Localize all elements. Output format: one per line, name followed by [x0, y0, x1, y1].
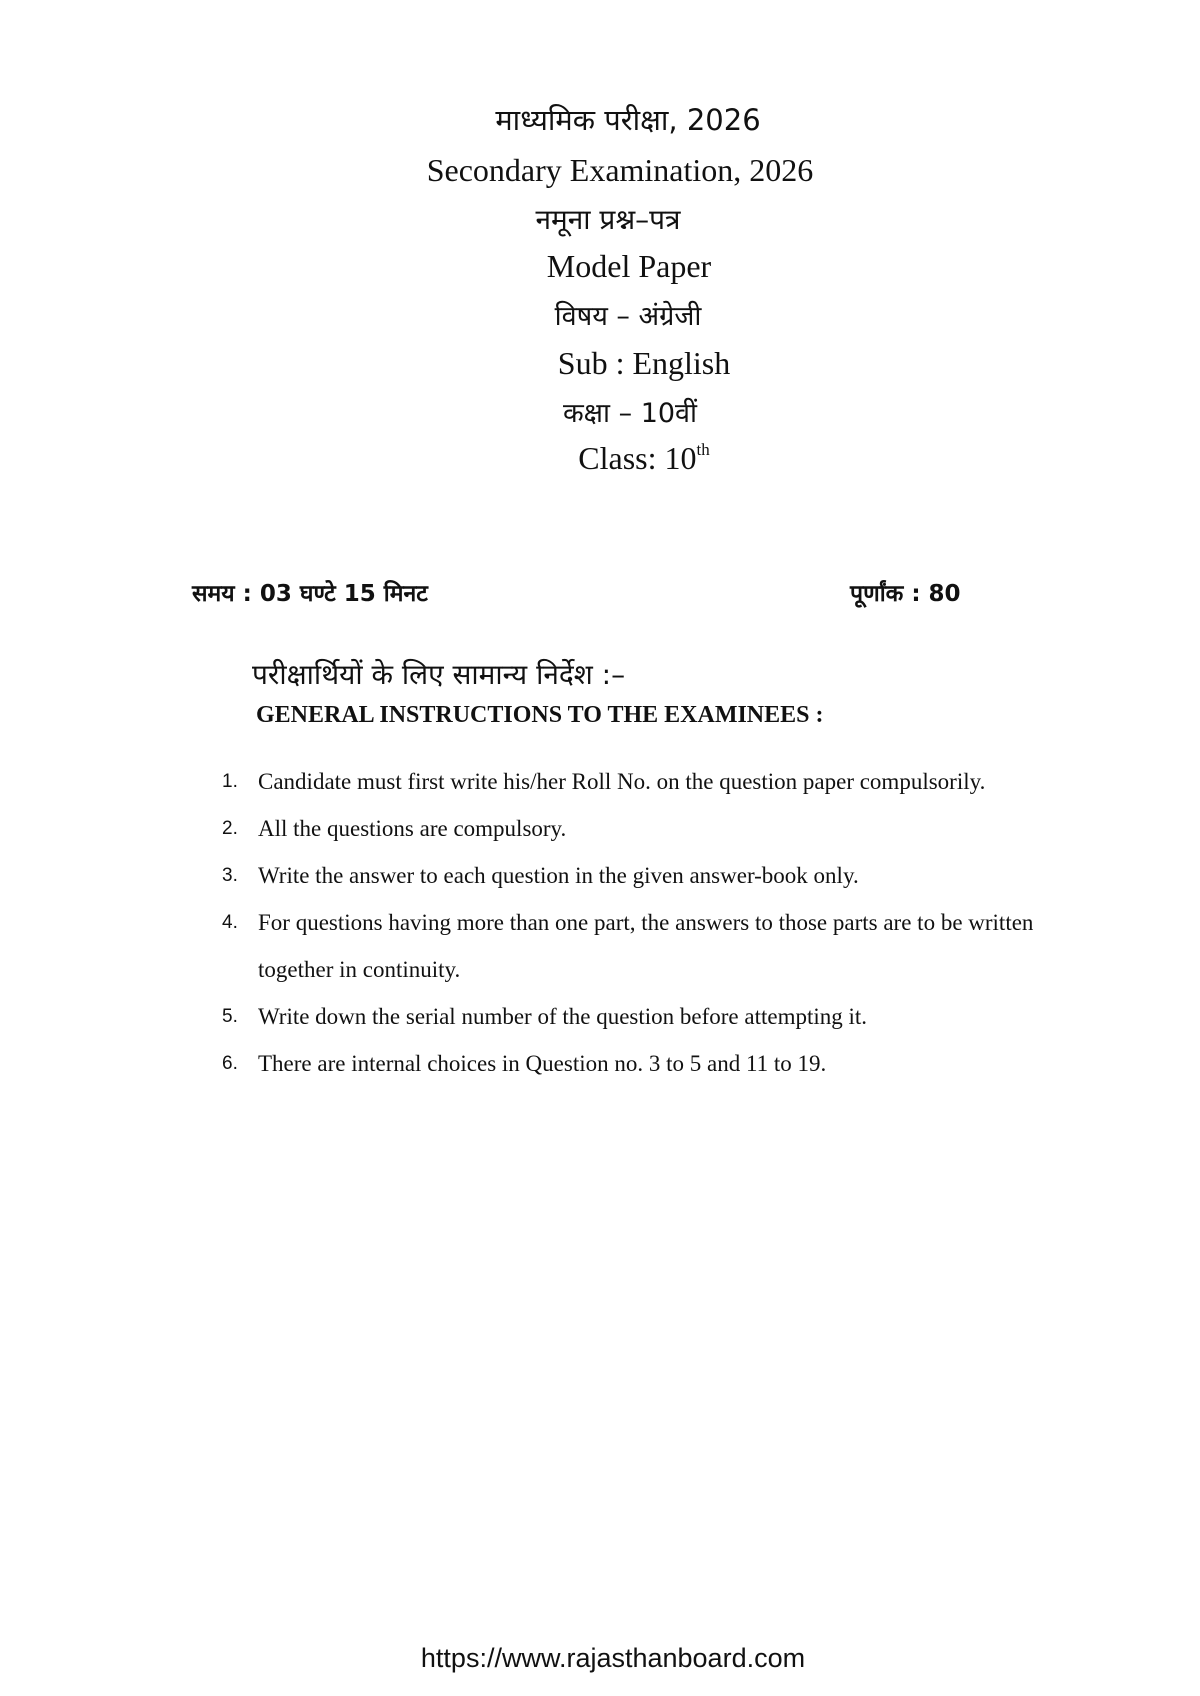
instruction-text: Write the answer to each question in the given answer-book only. — [258, 863, 859, 888]
exam-title-english: Secondary Examination, 2026 — [426, 152, 814, 188]
instruction-number: 4. — [222, 912, 238, 933]
instruction-text: For questions having more than one part, the answers to those parts are to be written together in continuity. — [258, 910, 1034, 982]
instructions-list — [222, 758, 1102, 1087]
subject-english: Sub : English — [557, 345, 731, 381]
instruction-number: 5. — [222, 1006, 238, 1027]
footer-url: https://www.rajasthanboard.com — [420, 1643, 806, 1673]
class-english-text: Class: 10 — [578, 440, 697, 476]
instruction-text: Candidate must first write his/her Roll No. on the question paper compulsorily. — [258, 769, 986, 794]
instruction-item — [222, 758, 1102, 805]
instruction-item — [222, 852, 1102, 899]
instruction-number: 3. — [222, 865, 238, 886]
instruction-number: 6. — [222, 1053, 238, 1074]
exam-title-hindi: माध्यमिक परीक्षा, 2026 — [495, 103, 761, 137]
model-paper-hindi: नमूना प्रश्न–पत्र — [535, 203, 681, 236]
class-hindi: कक्षा – 10वीं — [562, 398, 698, 429]
subject-hindi: विषय – अंग्रेजी — [554, 301, 702, 332]
total-marks: पूर्णांक : 80 — [850, 581, 961, 607]
instruction-number: 2. — [222, 818, 238, 839]
class-english — [44, 440, 1200, 477]
class-english-suffix: th — [696, 440, 710, 459]
instruction-number: 1. — [222, 771, 238, 792]
model-paper-english: Model Paper — [546, 248, 712, 284]
instruction-text: Write down the serial number of the question before attempting it. — [258, 1004, 868, 1029]
instructions-heading-hindi: परीक्षार्थियों के लिए सामान्य निर्देश :– — [252, 658, 626, 691]
instruction-item — [222, 899, 1102, 993]
instruction-item — [222, 1040, 1102, 1087]
instructions-heading-english: GENERAL INSTRUCTIONS TO THE EXAMINEES : — [256, 702, 824, 728]
time-duration: समय : 03 घण्टे 15 मिनट — [192, 581, 428, 607]
instruction-text: All the questions are compulsory. — [258, 816, 567, 841]
instruction-item — [222, 805, 1102, 852]
instruction-item — [222, 993, 1102, 1040]
instruction-text: There are internal choices in Question no. 3 to 5 and 11 to 19. — [258, 1051, 827, 1076]
